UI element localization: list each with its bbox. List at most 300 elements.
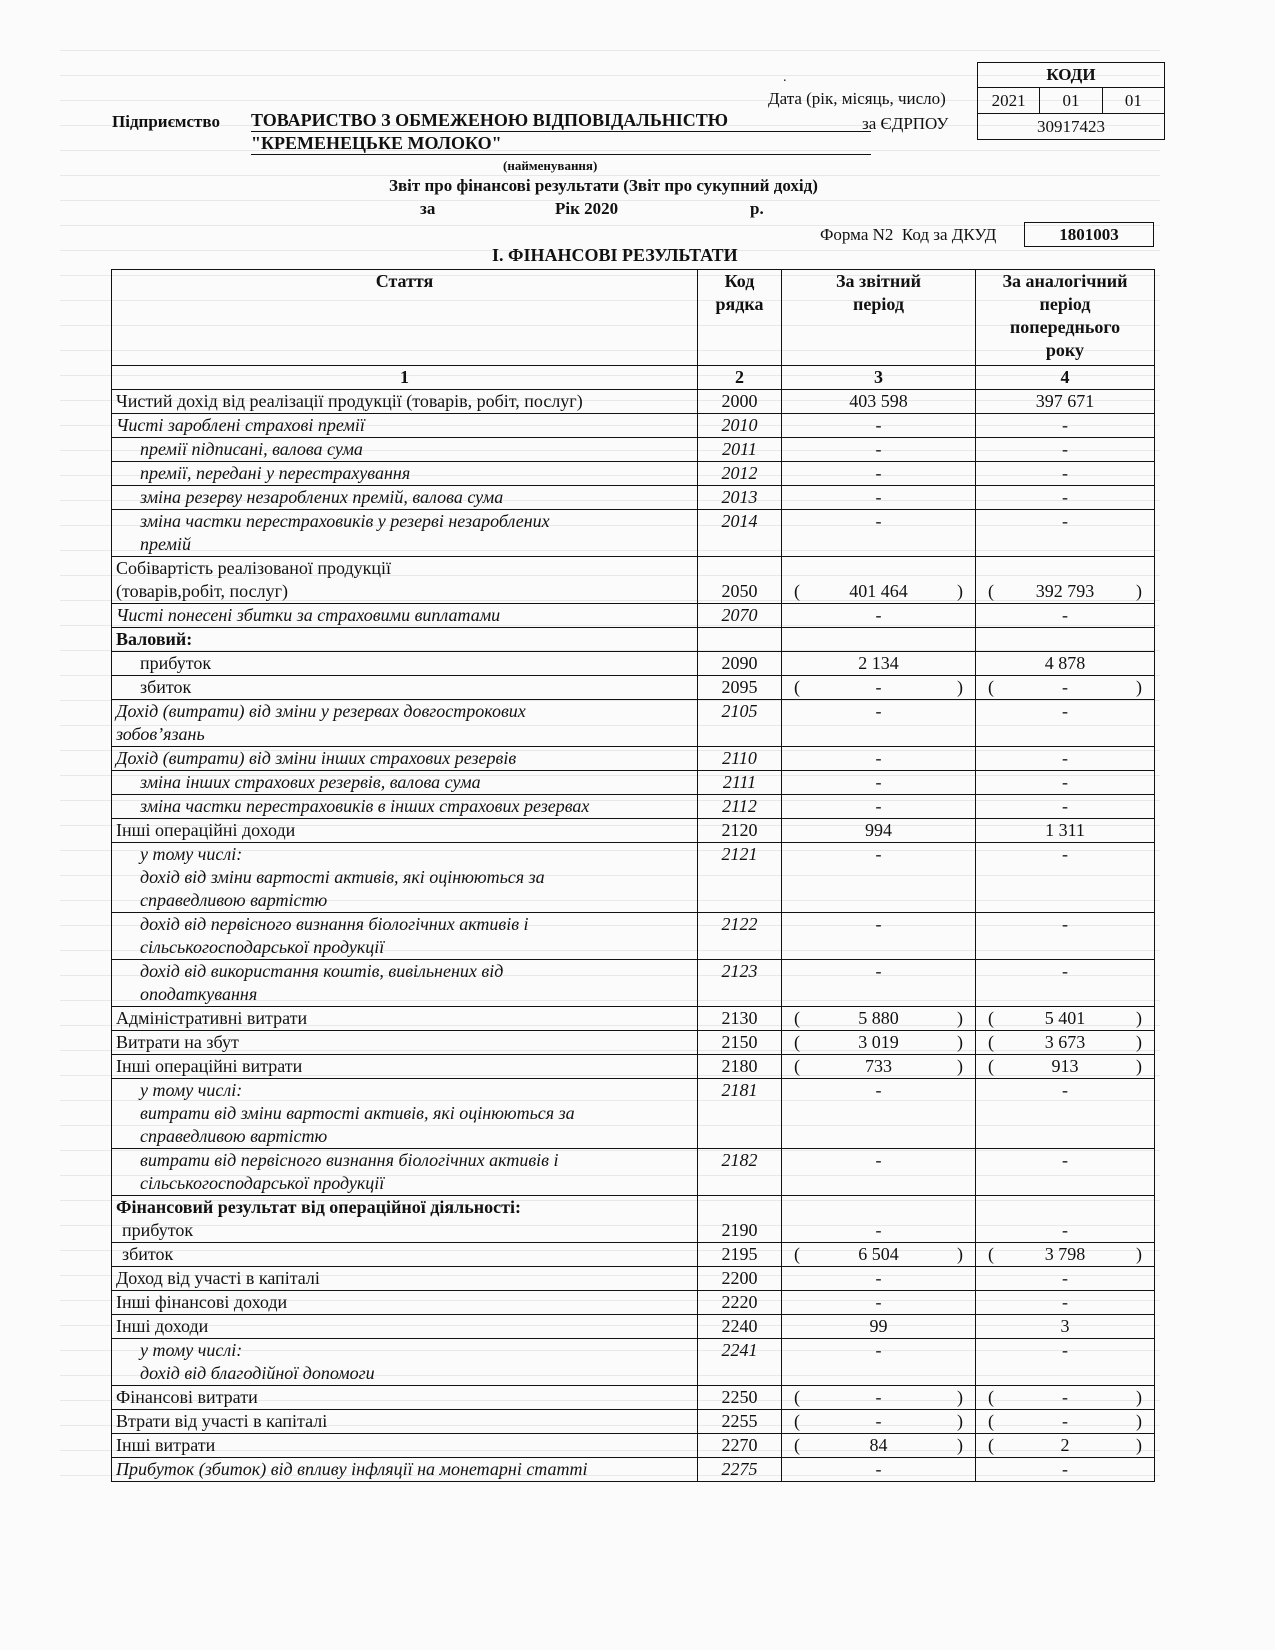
value-number: 397 671 <box>1035 391 1095 411</box>
row-previous-value <box>976 510 1155 557</box>
value-number: - <box>1062 677 1068 697</box>
row-article-line: Собівартість реалізованої продукції <box>116 558 391 578</box>
row-code: 2011 <box>698 438 782 462</box>
row-article <box>112 1315 698 1339</box>
row-previous-value <box>976 1267 1155 1291</box>
row-current-value <box>782 843 976 913</box>
row-current-value <box>782 1267 976 1291</box>
value-number: - <box>875 1080 882 1100</box>
row-article-line: зміна інших страхових резервів, валова сума <box>140 772 481 792</box>
value-number: - <box>1062 1387 1068 1407</box>
value-number: 3 <box>1060 1316 1070 1336</box>
row-article <box>112 1031 698 1055</box>
value-number: - <box>1062 844 1068 864</box>
row-article-line: Витрати на збут <box>116 1032 239 1052</box>
row-current-value <box>782 1031 976 1055</box>
col-prev-line1: За аналогічний <box>1002 271 1128 291</box>
row-article-line: прибуток <box>122 1220 194 1240</box>
table-row <box>112 676 1155 700</box>
row-code: 2240 <box>698 1315 782 1339</box>
row-article-line: премії підписані, валова сума <box>140 439 363 459</box>
row-article <box>112 1291 698 1315</box>
row-article <box>112 557 698 604</box>
row-article-line: Інші операційні доходи <box>116 820 296 840</box>
row-article <box>112 652 698 676</box>
row-current-value <box>782 652 976 676</box>
row-article-line: збиток <box>122 1244 174 1264</box>
col-num-3: 3 <box>782 366 976 390</box>
row-code: 2181 <box>698 1079 782 1149</box>
table-row <box>112 1243 1155 1267</box>
row-code: 2090 <box>698 652 782 676</box>
col-article-header <box>112 270 698 366</box>
paren-close: ) <box>957 677 963 697</box>
col-num-4: 4 <box>976 366 1155 390</box>
row-current-value <box>782 462 976 486</box>
row-previous-value <box>976 1434 1155 1458</box>
row-previous-value <box>976 1339 1155 1386</box>
row-previous-value <box>976 700 1155 747</box>
paren-open: ( <box>988 1411 994 1431</box>
value-number: - <box>875 439 882 459</box>
row-previous-value <box>976 960 1155 1007</box>
row-previous-value <box>976 1386 1155 1410</box>
ghost-line <box>60 50 1160 51</box>
row-code: 2130 <box>698 1007 782 1031</box>
row-previous-value <box>976 1410 1155 1434</box>
paren-close: ) <box>957 1008 963 1028</box>
col-prev-line2: період <box>1039 294 1091 314</box>
row-current-value <box>782 771 976 795</box>
value-number: 99 <box>869 1316 888 1336</box>
row-previous-value <box>976 390 1155 414</box>
name-caption: (найменування) <box>503 158 598 173</box>
row-article <box>112 1055 698 1079</box>
row-current-value <box>782 1079 976 1149</box>
value-number: 1 311 <box>1045 820 1085 840</box>
row-code <box>698 628 782 652</box>
table-row <box>112 960 1155 1007</box>
paren-open: ( <box>794 1032 800 1052</box>
row-article <box>112 414 698 438</box>
paren-close: ) <box>1136 1056 1142 1076</box>
value-number: - <box>1062 772 1068 792</box>
row-article-line: Валовий: <box>116 629 193 649</box>
row-current-value <box>782 414 976 438</box>
table-row <box>112 1031 1155 1055</box>
value-number: - <box>1062 463 1068 483</box>
table-row <box>112 1315 1155 1339</box>
row-current-value <box>782 1243 976 1267</box>
period-value: Рік 2020 <box>555 199 619 218</box>
value-number: - <box>1062 1080 1068 1100</box>
table-row <box>112 1386 1155 1410</box>
row-article-line: Фінансовий результат від операційної діяльності: <box>116 1197 521 1217</box>
row-code: 2110 <box>698 747 782 771</box>
value-number: - <box>875 748 882 768</box>
codes-title: КОДИ <box>978 63 1164 88</box>
row-previous-value <box>976 1315 1155 1339</box>
value-number: - <box>875 511 882 531</box>
table-row <box>112 604 1155 628</box>
row-article <box>112 604 698 628</box>
value-number: - <box>1062 701 1068 721</box>
row-code: 2195 <box>698 1243 782 1267</box>
row-article <box>112 1458 698 1482</box>
value-number: - <box>875 1150 882 1170</box>
row-article <box>112 1007 698 1031</box>
table-row <box>112 700 1155 747</box>
value-number: - <box>875 1220 882 1240</box>
row-article <box>112 700 698 747</box>
value-number: - <box>875 1387 882 1407</box>
form-label <box>820 225 996 245</box>
financial-results-table <box>111 269 1155 1482</box>
col-code-header <box>698 270 782 366</box>
table-row <box>112 1007 1155 1031</box>
row-article-line: Інші фінансові доходи <box>116 1292 288 1312</box>
value-number: - <box>1062 439 1068 459</box>
row-article <box>112 1339 698 1386</box>
value-number: 5 401 <box>1044 1008 1086 1028</box>
row-article-line: Чисті зароблені страхові премії <box>116 415 365 435</box>
value-number: 5 880 <box>858 1008 899 1028</box>
col-code-line2: рядка <box>715 294 764 314</box>
value-number: 3 798 <box>1044 1244 1086 1264</box>
row-article <box>112 1079 698 1149</box>
value-number: 3 673 <box>1044 1032 1086 1052</box>
col-num-1: 1 <box>112 366 698 390</box>
table-row <box>112 438 1155 462</box>
row-article-line: Інші операційні витрати <box>116 1056 303 1076</box>
row-article-line: Фінансові витрати <box>116 1387 258 1407</box>
row-current-value <box>782 510 976 557</box>
row-code: 2121 <box>698 843 782 913</box>
enterprise-label: Підприємство <box>112 112 220 131</box>
row-previous-value <box>976 1243 1155 1267</box>
row-code: 2123 <box>698 960 782 1007</box>
row-article-line: Дохід (витрати) від зміни у резервах довгострокових <box>116 701 526 721</box>
row-article <box>112 1149 698 1196</box>
row-article-line: Адміністративні витрати <box>116 1008 308 1028</box>
value-number: - <box>1062 748 1068 768</box>
row-previous-value <box>976 1458 1155 1482</box>
row-current-value <box>782 604 976 628</box>
row-previous-value <box>976 1031 1155 1055</box>
paren-open: ( <box>988 1008 994 1028</box>
value-number: - <box>875 677 882 697</box>
year-suffix: р. <box>750 199 764 218</box>
dkud-code: 1801003 <box>1024 222 1154 247</box>
row-article <box>112 1434 698 1458</box>
row-code: 2275 <box>698 1458 782 1482</box>
row-article <box>112 1243 698 1267</box>
date-day: 01 <box>1102 88 1164 113</box>
row-previous-value <box>976 628 1155 652</box>
enterprise-name-line1: ТОВАРИСТВО З ОБМЕЖЕНОЮ ВІДПОВІДАЛЬНІСТЮ <box>251 110 871 132</box>
row-article <box>112 819 698 843</box>
value-number: - <box>1062 1340 1068 1360</box>
paren-open: ( <box>794 1244 800 1264</box>
row-code: 2120 <box>698 819 782 843</box>
dot-mark: . <box>783 70 787 85</box>
row-previous-value <box>976 604 1155 628</box>
table-row <box>112 1079 1155 1149</box>
row-article-line: справедливою вартістю <box>140 890 328 910</box>
paren-open: ( <box>988 1435 994 1455</box>
row-article-line: Чистий дохід від реалізації продукції (товарів, робіт, послуг) <box>116 391 583 411</box>
row-article-line: премій <box>140 534 192 554</box>
row-previous-value <box>976 1007 1155 1031</box>
row-previous-value <box>976 771 1155 795</box>
table-row <box>112 390 1155 414</box>
value-number: - <box>875 487 882 507</box>
codes-box <box>977 62 1165 140</box>
row-article-line: дохід від благодійної допомоги <box>140 1363 375 1383</box>
row-article-line: прибуток <box>140 653 212 673</box>
row-current-value <box>782 1410 976 1434</box>
col-prev-header <box>976 270 1155 366</box>
paren-open: ( <box>794 677 800 697</box>
value-number: - <box>875 605 882 625</box>
table-row <box>112 843 1155 913</box>
row-article <box>112 960 698 1007</box>
row-article <box>112 390 698 414</box>
value-number: - <box>875 961 882 981</box>
table-row <box>112 771 1155 795</box>
table-row <box>112 414 1155 438</box>
paren-close: ) <box>957 1032 963 1052</box>
enterprise-name-line2: "КРЕМЕНЕЦЬКЕ МОЛОКО" <box>251 133 871 155</box>
table-row <box>112 1339 1155 1386</box>
col-code-line1: Код <box>724 271 755 291</box>
row-previous-value <box>976 1055 1155 1079</box>
row-article-line: зміна частки перестраховиків у резерві незароблених <box>140 511 550 531</box>
row-article <box>112 676 698 700</box>
row-previous-value <box>976 819 1155 843</box>
paren-open: ( <box>988 1032 994 1052</box>
value-number: 6 504 <box>858 1244 899 1264</box>
table-row <box>112 628 1155 652</box>
row-current-value <box>782 1149 976 1196</box>
row-current-value <box>782 819 976 843</box>
col-num-2: 2 <box>698 366 782 390</box>
row-code: 2070 <box>698 604 782 628</box>
paren-open: ( <box>794 1435 800 1455</box>
edrpou-row <box>978 114 1164 139</box>
row-previous-value <box>976 1079 1155 1149</box>
row-current-value <box>782 747 976 771</box>
row-current-value <box>782 676 976 700</box>
row-article <box>112 462 698 486</box>
value-number: - <box>1062 605 1068 625</box>
row-article <box>112 438 698 462</box>
row-article-line: витрати від первісного визнання біологічних активів і <box>140 1150 559 1170</box>
row-article-line: Дохід (витрати) від зміни інших страхових резервів <box>116 748 517 768</box>
value-number: - <box>875 415 882 435</box>
row-current-value <box>782 438 976 462</box>
row-article <box>112 1267 698 1291</box>
row-previous-value <box>976 913 1155 960</box>
row-code: 2095 <box>698 676 782 700</box>
row-article-line: зміна резерву незароблених премій, валова сума <box>140 487 504 507</box>
value-number: 913 <box>1051 1056 1079 1076</box>
row-article-line: у тому числі: <box>140 844 243 864</box>
table-row <box>112 1458 1155 1482</box>
row-code: 2105 <box>698 700 782 747</box>
row-article-line: Втрати від участі в капіталі <box>116 1411 328 1431</box>
row-code: 2000 <box>698 390 782 414</box>
row-article <box>112 1386 698 1410</box>
value-number: 733 <box>865 1056 892 1076</box>
row-current-value <box>782 628 976 652</box>
row-article <box>112 486 698 510</box>
value-number: 4 878 <box>1044 653 1086 673</box>
value-number: 403 598 <box>849 391 908 411</box>
paren-open: ( <box>988 1244 994 1264</box>
paren-open: ( <box>988 1387 994 1407</box>
row-article-line: у тому числі: <box>140 1340 243 1360</box>
row-previous-value <box>976 1149 1155 1196</box>
value-number: - <box>1062 961 1068 981</box>
date-year: 2021 <box>991 91 1026 110</box>
value-number: 2 134 <box>858 653 899 673</box>
table-row <box>112 1291 1155 1315</box>
table-row <box>112 1196 1155 1243</box>
row-code: 2050 <box>698 557 782 604</box>
row-article <box>112 1196 698 1243</box>
row-article-line: Прибуток (збиток) від впливу інфляції на монетарні статті <box>116 1459 588 1479</box>
row-code: 2122 <box>698 913 782 960</box>
paren-open: ( <box>988 1056 994 1076</box>
row-current-value <box>782 1339 976 1386</box>
row-previous-value <box>976 747 1155 771</box>
row-previous-value <box>976 1291 1155 1315</box>
table-row <box>112 557 1155 604</box>
table-row <box>112 462 1155 486</box>
table-row <box>112 486 1155 510</box>
value-number: 3 019 <box>858 1032 899 1052</box>
date-row <box>978 88 1164 114</box>
col-current-line2: період <box>853 294 904 314</box>
value-number: - <box>875 1459 882 1479</box>
table-row <box>112 1434 1155 1458</box>
paren-close: ) <box>1136 581 1142 601</box>
table-row <box>112 747 1155 771</box>
table-row <box>112 1267 1155 1291</box>
value-number: - <box>875 463 882 483</box>
table-row <box>112 1055 1155 1079</box>
value-number: 401 464 <box>849 581 908 601</box>
value-number: - <box>1062 1150 1068 1170</box>
paren-close: ) <box>1136 1244 1142 1264</box>
row-code: 2182 <box>698 1149 782 1196</box>
row-current-value <box>782 795 976 819</box>
row-code: 2013 <box>698 486 782 510</box>
row-article <box>112 747 698 771</box>
row-article-line: Чисті понесені збитки за страховими виплатами <box>116 605 501 625</box>
row-article <box>112 843 698 913</box>
value-number: - <box>875 1340 882 1360</box>
value-number: - <box>875 844 882 864</box>
column-number-row <box>112 366 1155 390</box>
paren-close: ) <box>957 1411 963 1431</box>
paren-close: ) <box>1136 677 1142 697</box>
row-code: 2241 <box>698 1339 782 1386</box>
row-article <box>112 913 698 960</box>
row-previous-value <box>976 414 1155 438</box>
table-row <box>112 795 1155 819</box>
value-number: - <box>875 1411 882 1431</box>
row-previous-value <box>976 462 1155 486</box>
value-number: - <box>1062 1268 1068 1288</box>
value-number: - <box>1062 415 1068 435</box>
dkud-label: Код за ДКУД <box>901 225 997 244</box>
paren-close: ) <box>957 581 963 601</box>
paren-open: ( <box>988 677 994 697</box>
value-number: 84 <box>869 1435 888 1455</box>
row-article <box>112 1410 698 1434</box>
row-current-value <box>782 390 976 414</box>
row-previous-value <box>976 795 1155 819</box>
row-article-line: справедливою вартістю <box>140 1126 328 1146</box>
row-current-value <box>782 960 976 1007</box>
table-row <box>112 510 1155 557</box>
row-code: 2255 <box>698 1410 782 1434</box>
value-number: 994 <box>865 820 892 840</box>
row-article-line: оподаткування <box>140 984 258 1004</box>
value-number: - <box>875 914 882 934</box>
row-article <box>112 771 698 795</box>
value-number: - <box>875 772 882 792</box>
row-article <box>112 510 698 557</box>
table-row <box>112 819 1155 843</box>
row-code: 2010 <box>698 414 782 438</box>
value-number: - <box>875 1268 882 1288</box>
edrpou-code: 30917423 <box>1037 117 1105 136</box>
row-current-value <box>782 1291 976 1315</box>
row-article-line: витрати від зміни вартості активів, які оцінюються за <box>140 1103 575 1123</box>
row-code: 2270 <box>698 1434 782 1458</box>
col-current-header <box>782 270 976 366</box>
paren-open: ( <box>794 1008 800 1028</box>
value-number: - <box>1062 1292 1068 1312</box>
value-number: - <box>875 1292 882 1312</box>
table-row <box>112 913 1155 960</box>
table-row <box>112 652 1155 676</box>
value-number: - <box>1062 1459 1068 1479</box>
row-article-line: Інші витрати <box>116 1435 216 1455</box>
row-previous-value <box>976 843 1155 913</box>
row-article <box>112 628 698 652</box>
value-number: - <box>1062 914 1068 934</box>
paren-close: ) <box>1136 1008 1142 1028</box>
row-previous-value <box>976 557 1155 604</box>
row-article-line: Інші доходи <box>116 1316 209 1336</box>
col-article-label: Стаття <box>375 271 434 291</box>
paren-close: ) <box>1136 1032 1142 1052</box>
row-previous-value <box>976 438 1155 462</box>
row-current-value <box>782 557 976 604</box>
edrpou-label: за ЄДРПОУ <box>862 114 949 133</box>
date-label: Дата (рік, місяць, число) <box>768 89 946 108</box>
row-previous-value <box>976 676 1155 700</box>
value-number: 2 <box>1060 1435 1070 1455</box>
row-current-value <box>782 1315 976 1339</box>
date-month: 01 <box>1039 88 1101 113</box>
table-row <box>112 1410 1155 1434</box>
value-number: 392 793 <box>1035 581 1095 601</box>
